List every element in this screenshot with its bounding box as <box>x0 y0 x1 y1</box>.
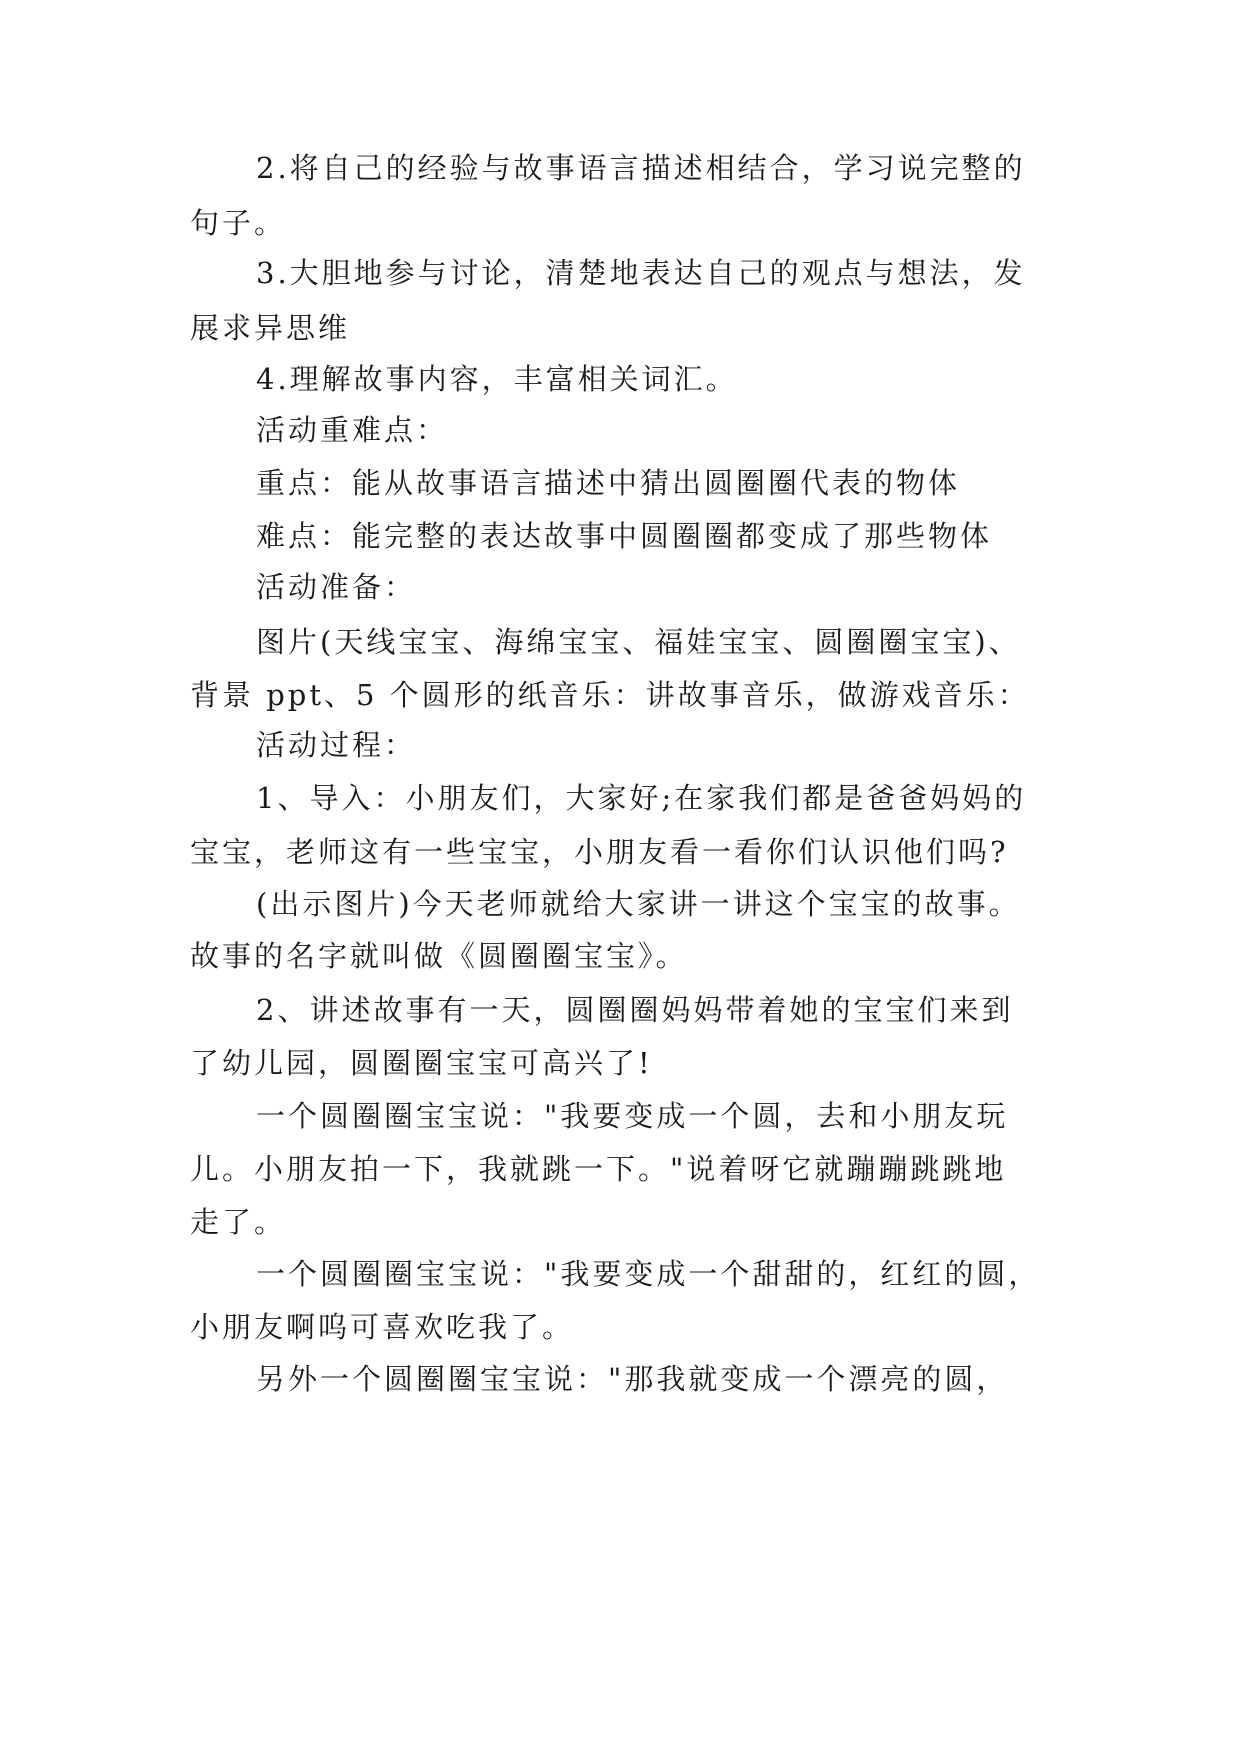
text-line: 难点：能完整的表达故事中圆圈圈都变成了那些物体 <box>256 519 993 553</box>
text-line: 句子。 <box>190 206 287 240</box>
text-line: 另外一个圆圈圈宝宝说："那我就变成一个漂亮的圆， <box>256 1362 1009 1396</box>
text-line: (出示图片)今天老师就给大家讲一讲这个宝宝的故事。 <box>256 887 1021 921</box>
text-line: 3.大胆地参与讨论，清楚地表达自己的观点与想法，发 <box>256 256 1026 290</box>
text-line: 儿。小朋友拍一下，我就跳一下。"说着呀它就蹦蹦跳跳地 <box>190 1152 1007 1186</box>
text-line: 1、导入：小朋友们，大家好;在家我们都是爸爸妈妈的 <box>256 781 1027 815</box>
text-line: 背景 ppt、5 个圆形的纸音乐：讲故事音乐，做游戏音乐： <box>190 678 1030 712</box>
text-line: 活动过程： <box>256 728 417 762</box>
text-line: 宝宝，老师这有一些宝宝，小朋友看一看你们认识他们吗? <box>190 835 1009 869</box>
text-line: 了幼儿园，圆圈圈宝宝可高兴了! <box>190 1046 653 1080</box>
text-line: 小朋友啊呜可喜欢吃我了。 <box>190 1310 575 1344</box>
text-line: 2.将自己的经验与故事语言描述相结合，学习说完整的 <box>256 151 1026 185</box>
text-line: 一个圆圈圈宝宝说："我要变成一个圆，去和小朋友玩 <box>256 1099 1009 1133</box>
text-line: 图片(天线宝宝、海绵宝宝、福娃宝宝、圆圈圈宝宝)、 <box>256 625 1021 659</box>
text-line: 活动重难点： <box>256 413 449 447</box>
text-line: 2、讲述故事有一天，圆圈圈妈妈带着她的宝宝们来到 <box>256 993 1014 1027</box>
text-line: 4.理解故事内容，丰富相关词汇。 <box>256 362 738 396</box>
text-line: 走了。 <box>190 1205 287 1239</box>
text-line: 活动准备： <box>256 570 417 604</box>
text-line: 展求异思维 <box>190 311 351 345</box>
text-line: 一个圆圈圈宝宝说："我要变成一个甜甜的，红红的圆， <box>256 1257 1041 1291</box>
text-line: 重点：能从故事语言描述中猜出圆圈圈代表的物体 <box>256 466 961 500</box>
text-line: 故事的名字就叫做《圆圈圈宝宝》。 <box>190 939 688 973</box>
